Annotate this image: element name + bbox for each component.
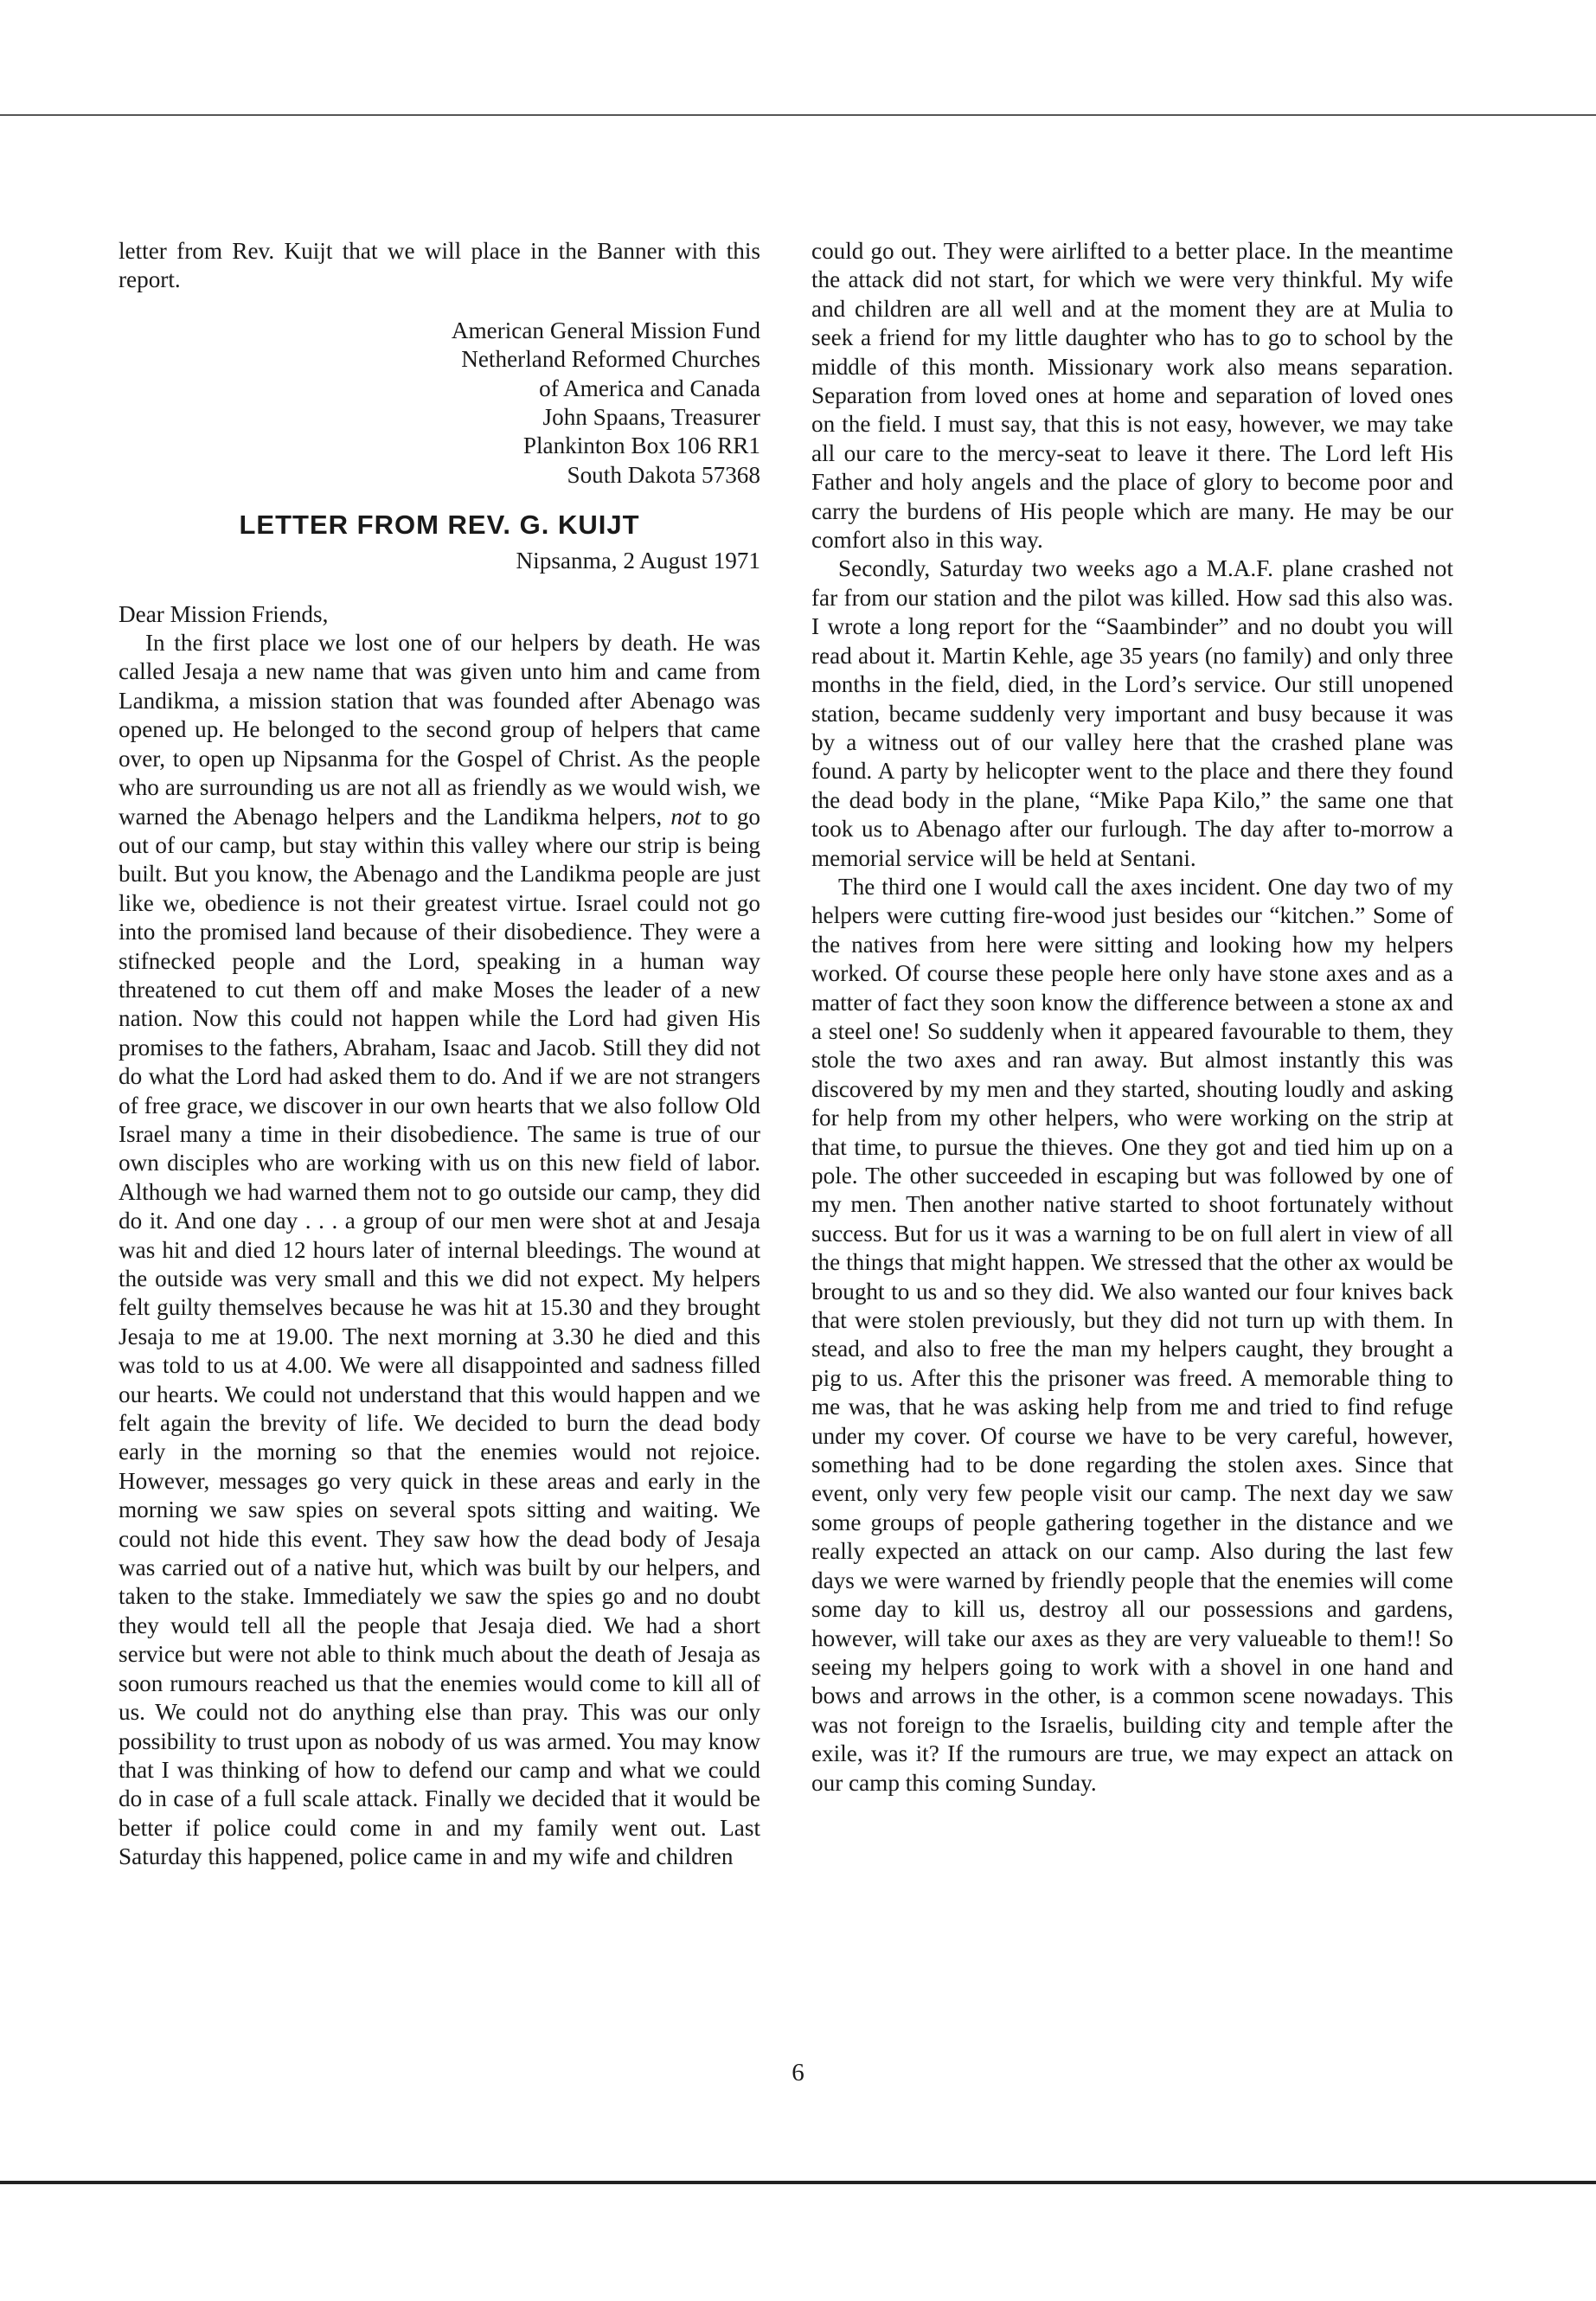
address-line: South Dakota 57368 (567, 461, 760, 488)
letter-heading: LETTER FROM REV. G. KUIJT (239, 510, 640, 541)
address-line: Netherland Reformed Churches (461, 346, 760, 373)
top-rule (0, 114, 1596, 116)
intro-paragraph: letter from Rev. Kuijt that we will place in the Banner with this report. (119, 238, 760, 293)
plane-crash-paragraph: Secondly, Saturday two weeks ago a M.A.F. plane crashed not far from our station and the pilot was killed. How sad this also was. I wrote a long report for the “Saambinder” and no doubt you will read about it. Martin Kehle, age 35 years (no family) and only three months in the field, died, in the Lord’s service. Our still unopened station, became suddenly very important and busy because it was by a witness out of our valley here that the crashed plane was found. A party by helicopter went to the place and there they found the dead body in the plane, “Mike Papa Kilo,” the same one that took us to Abenago after our furlough. The day after to-morrow a memorial service will be held at Sentani. (811, 555, 1453, 871)
page-number: 6 (792, 2059, 804, 2086)
address-line: Plankinton Box 106 RR1 (522, 433, 760, 459)
right-column (811, 237, 1453, 1798)
axes-incident-paragraph: The third one I would call the axes incident. One day two of my helpers were cutting fire-wood just besides our “kitchen.” Some of the natives from here were sitting and looking how my helpers worked. Of course these people here only have stone axes and as a matter of fact they soon know the difference between a stone ax and a steel one! So suddenly when it appeared favourable to them, they stole the two axes and ran away. But almost instantly this was discovered by my men and they started, shouting loudly and asking for help from my other helpers, who were working on the strip at that time, to pursue the thieves. One they got and tied him up on a pole. The other succeeded in escaping but was followed by one of my men. Then another native started to shoot fortunately without success. But for us it was a warning to be on full alert in view of all the things that might happen. We stressed that the other ax would be brought to us and so they did. We also wanted our four knives back that were stolen previously, but they did not turn up with them. In stead, and also to free the man my helpers caught, they brought a pig to us. After this the prisoner was freed. A memorable thing to me was, that he was asking help from me and tried to find refuge under my cover. Of course we have to be very careful, however, something had to be done regarding the stolen axes. Since that event, only very few people visit our camp. The next day we saw some groups of people gathering together in the distance and we really expected an attack on our camp. Also during the last few days we were warned by friendly people that the enemies will come some day to kill us, destroy all our possessions and gardens, however, will take our axes as they are very valueable to them!! So seeing my helpers going to work with a shovel in one hand and bows and arrows in the other, is a common scene nowadays. This was not foreign to the Israelis, building city and temple after the exile, was it? If the rumours are true, we may expect an attack on our camp this coming Sunday. (811, 873, 1453, 1796)
letter-dateline: Nipsanma, 2 August 1971 (516, 548, 760, 574)
body-text: to go out of our camp, but stay within this valley where our strip is being built. But you know, the Abenago and the Landikma people are just like we, obedience is not their greatest virtue. Israel could not go into the promised land because of their disobedience. They were a stifnecked people and the Lord, speaking in a human way threatened to cut them off and make Moses the leader of a new nation. Now this could not happen while the Lord had given His promises to the fathers, Abraham, Isaac and Jacob. Still they did not do what the Lord had asked them to do. And if we are not strangers of free grace, we discover in our own hearts that we also follow Old Israel many a time in their disobedience. The same is true of our own disciples who are working with us on this new field of labor. Although we had warned them not to go outside our camp, they did do it. And one day . . . a group of our men were shot at and Jesaja was hit and died 12 hours later of internal bleedings. The wound at the outside was very small and this we did not expect. My helpers felt guilty themselves because he was hit at 15.30 and they brought Jesaja to me at 19.00. The next morning at 3.30 he died and this was told to us at 4.00. We were all disappointed and sadness filled our hearts. We could not understand that this would happen and we felt again the brevity of life. We decided to burn the dead body early in the morning so that the enemies would not rejoice. However, messages go very quick in these areas and early in the morning we saw spies on several spots sitting and waiting. We could not hide this event. They saw how the dead body of Jesaja was carried out of a native hut, which was built by our helpers, and taken to the stake. Immediately we saw the spies go and no doubt they would tell all the people that Jesaja died. We had a short service but were not able to think much about the death of Jesaja as soon rumours reached us that the enemies would come to kill all of us. We could not do anything else than pray. This was our only possibility to trust upon as nobody of us was armed. You may know that I was thinking of how to defend our camp and what we could do in case of a full scale attack. Finally we decided that it would be better if police could come in and my family went out. Last Saturday this happened, police came in and my wife and children (119, 803, 761, 1870)
salutation: Dear Mission Friends, (119, 600, 329, 627)
address-line: American General Mission Fund (451, 317, 760, 343)
body-text: In the first place we lost one of our helpers by death. He was called Jesaja a new name that was given unto him and came from Landikma, a mission station that was founded after Abenago was opened up. He belonged to the second group of helpers that came over, to open up Nipsanma for the Gospel of Christ. As the people who are surrounding us are not all as friendly as we would wish, we warned the Abenago helpers and the Landikma helpers, (119, 630, 760, 830)
left-column (119, 237, 760, 1872)
emphasis-text: not (670, 803, 702, 830)
letter-body-paragraph (119, 629, 760, 1871)
address-line: of America and Canada (539, 375, 760, 401)
address-line: John Spaans, Treasurer (542, 404, 760, 431)
bottom-rule (0, 2181, 1596, 2184)
mailing-address (119, 317, 760, 490)
continuation-paragraph: could go out. They were airlifted to a better place. In the meantime the attack did not start, for which we were very thinkful. My wife and children are all well and at the moment they are at Mulia to seek a friend for my little daughter who has to go to school by the middle of this month. Missionary work also means separation. Separation from loved ones at home and separation of loved ones on the field. I must say, that this is not easy, however, we may take all our care to the mercy-seat to leave it there. The Lord left His Father and holy angels and the place of glory to become poor and carry the burdens of His people which are many. He may be our comfort also in this way. (811, 238, 1453, 554)
